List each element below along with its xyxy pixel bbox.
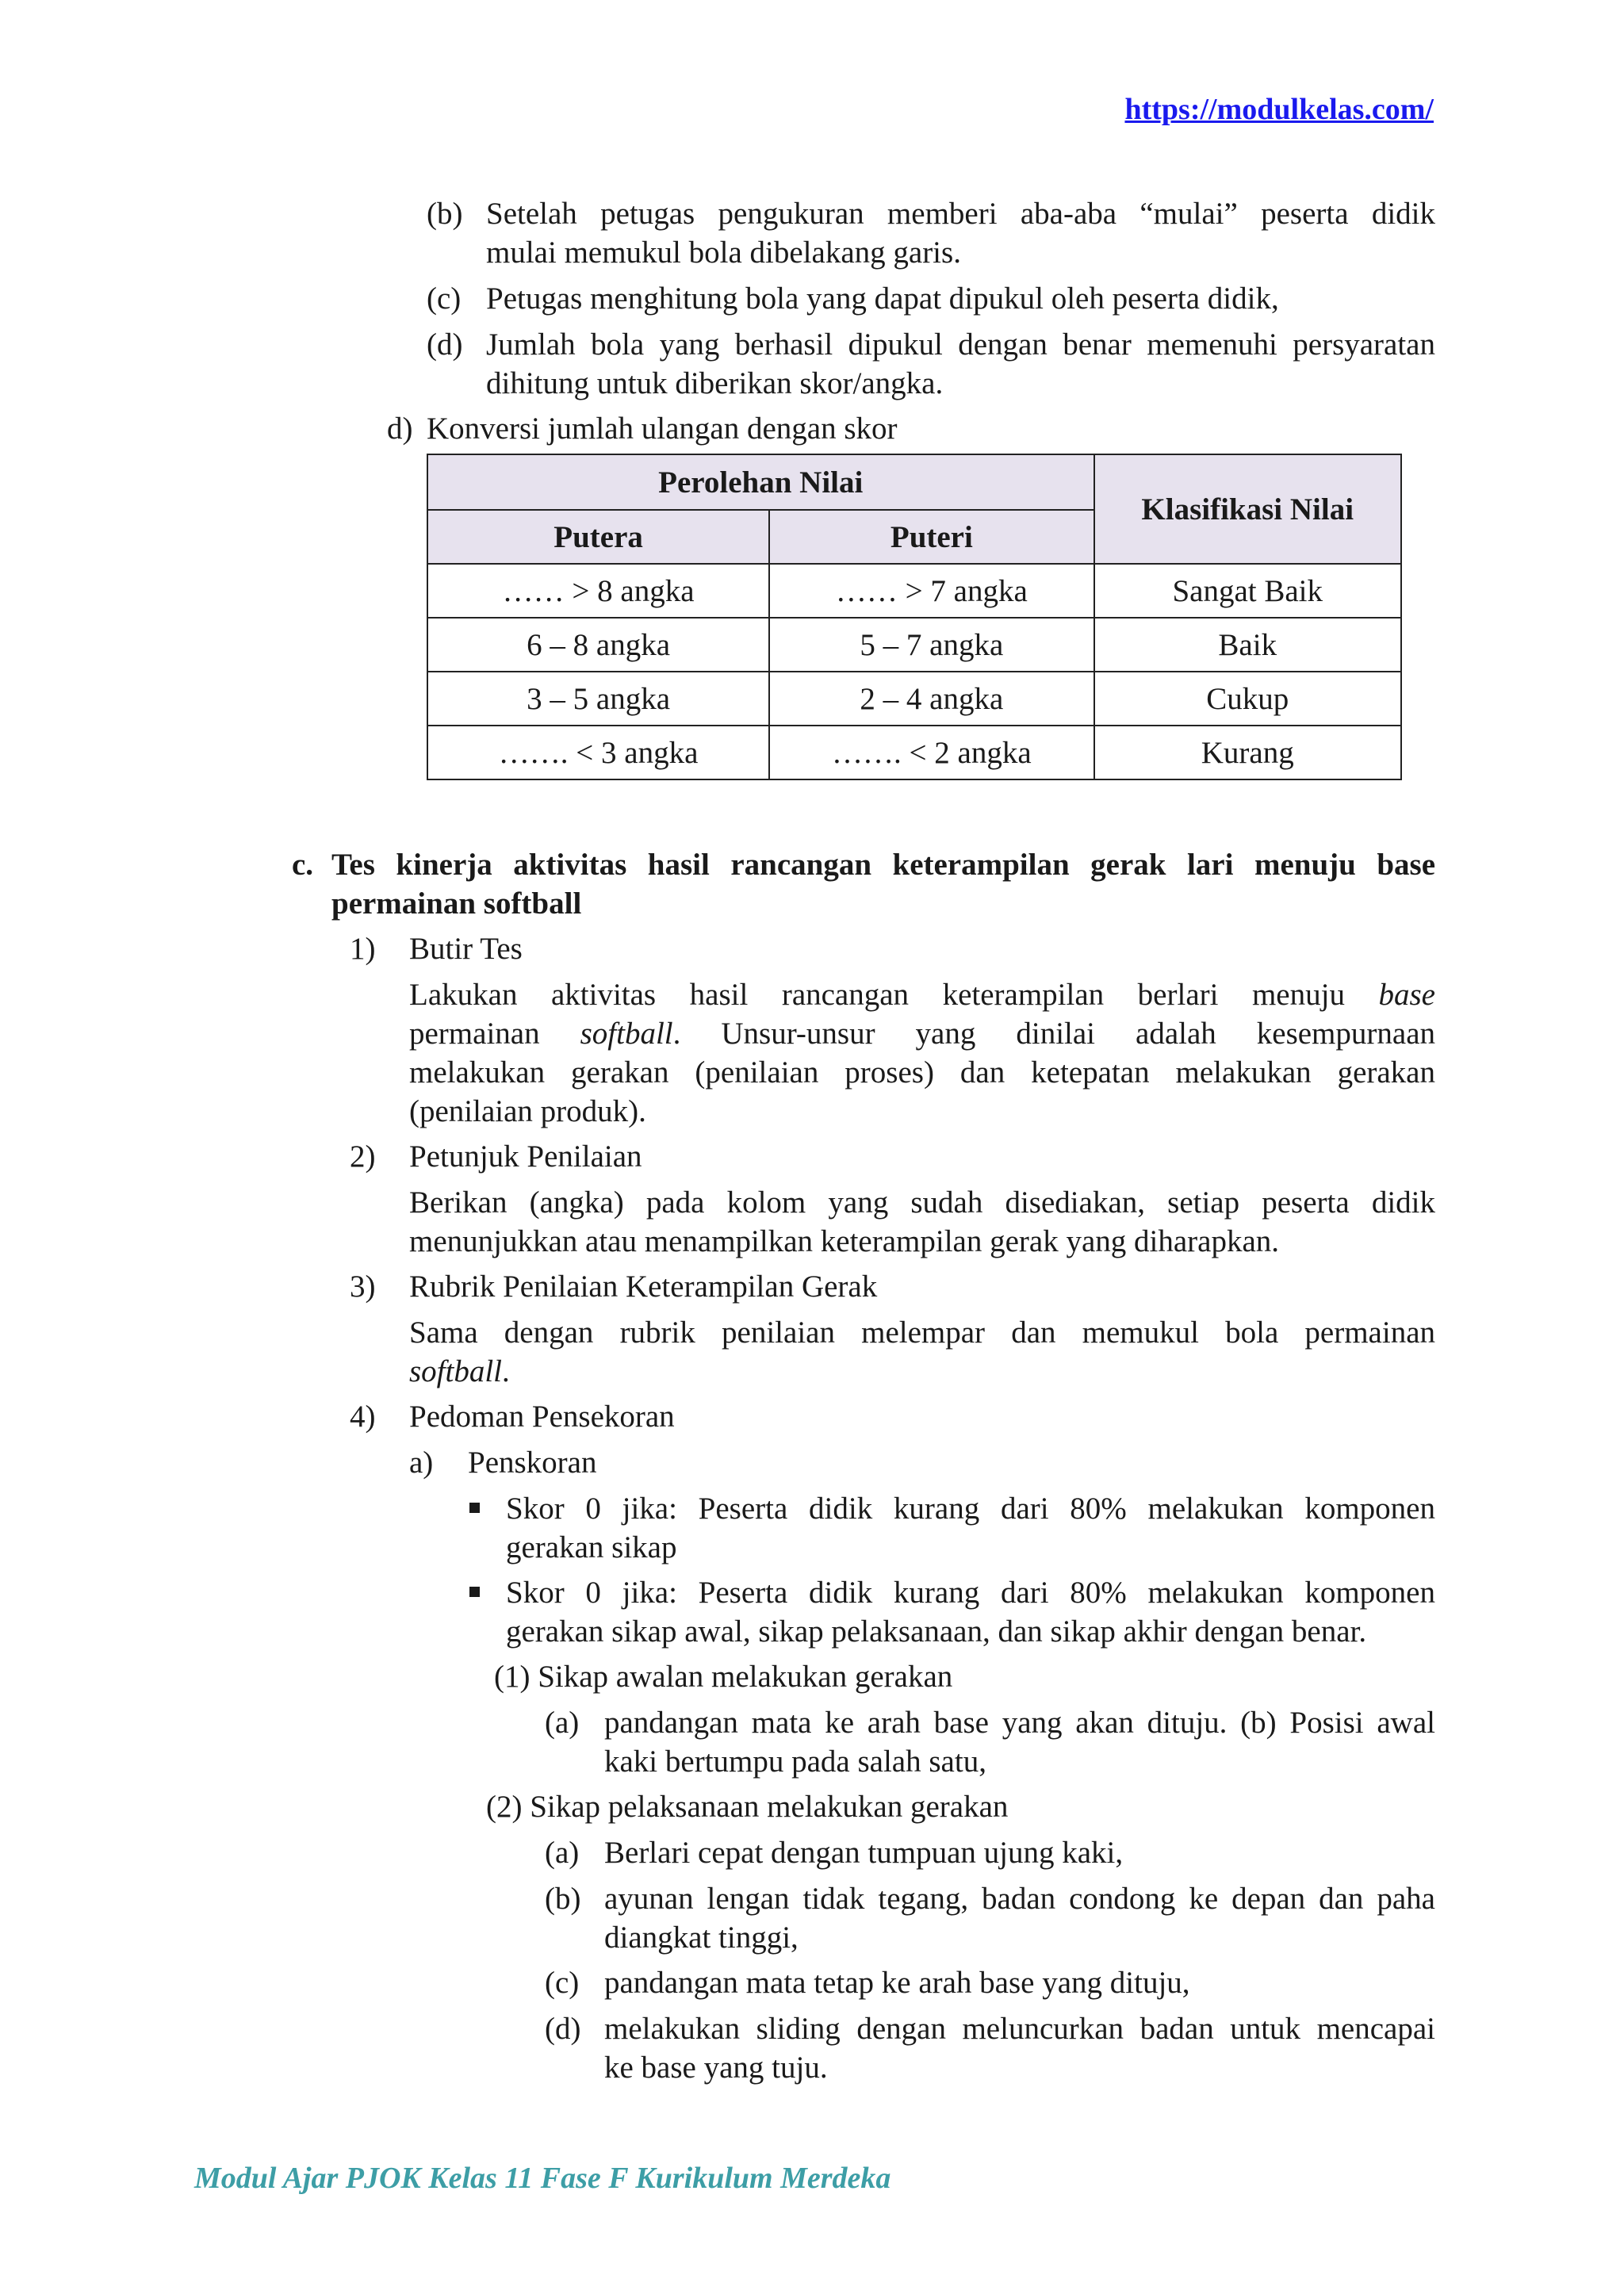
sikap-awal-a-line1: pandangan mata ke arah base yang akan dituju. (b) Posisi awal bbox=[604, 1706, 1435, 1740]
pelaksanaan-d-line1: melakukan sliding dengan meluncurkan badan untuk mencapai bbox=[604, 2012, 1435, 2046]
cell-puteri: 5 – 7 angka bbox=[769, 618, 1094, 672]
point-title-petunjuk: Petunjuk Penilaian bbox=[409, 1139, 642, 1174]
section-d-label: d) bbox=[387, 412, 413, 446]
bullet2-line2: gerakan sikap awal, sikap pelaksanaan, dan sikap akhir dengan benar. bbox=[506, 1614, 1367, 1649]
cell-putera: ……. < 3 angka bbox=[427, 726, 769, 779]
step-b-line1: Setelah petugas pengukuran memberi aba-aba “mulai” peserta didik bbox=[486, 197, 1435, 231]
square-bullet-icon bbox=[469, 1503, 480, 1513]
cell-putera: …… > 8 angka bbox=[427, 564, 769, 618]
sikap-awal-title: (1) Sikap awalan melakukan gerakan bbox=[494, 1660, 953, 1694]
penskoran-label: a) bbox=[409, 1446, 434, 1480]
sikap-awal-a-line2: kaki bertumpu pada salah satu, bbox=[604, 1744, 986, 1779]
header-putera: Putera bbox=[427, 510, 769, 564]
cell-puteri: …… > 7 angka bbox=[769, 564, 1094, 618]
header-url-link[interactable]: https://modulkelas.com/ bbox=[1124, 93, 1434, 126]
point-label: 3) bbox=[350, 1270, 376, 1304]
step-d-line2: dihitung untuk diberikan skor/angka. bbox=[486, 366, 944, 400]
step-label: (b) bbox=[427, 197, 463, 231]
step-d-line1: Jumlah bola yang berhasil dipukul dengan benar memenuhi persyaratan bbox=[486, 327, 1435, 362]
point1-body-line3: melakukan gerakan (penilaian proses) dan ketepatan melakukan gerakan bbox=[409, 1055, 1435, 1090]
table-row bbox=[427, 672, 1401, 726]
point-title-butir-tes: Butir Tes bbox=[409, 932, 523, 966]
pelaksanaan-c-line1: pandangan mata tetap ke arah base yang dituju, bbox=[604, 1966, 1190, 2000]
header-perolehan-nilai: Perolehan Nilai bbox=[427, 454, 1094, 510]
sikap-pelaksanaan-title: (2) Sikap pelaksanaan melakukan gerakan bbox=[486, 1790, 1009, 1824]
item-label: (d) bbox=[545, 2012, 581, 2046]
table-row bbox=[427, 564, 1401, 618]
item-label: (b) bbox=[545, 1882, 581, 1916]
item-label: (a) bbox=[545, 1706, 580, 1740]
point-title-rubrik: Rubrik Penilaian Keterampilan Gerak bbox=[409, 1270, 878, 1304]
point-title-pedoman: Pedoman Pensekoran bbox=[409, 1400, 675, 1434]
section-c-title-line1: Tes kinerja aktivitas hasil rancangan keterampilan gerak lari menuju base bbox=[331, 848, 1435, 882]
cell-klasifikasi: Cukup bbox=[1094, 672, 1402, 726]
point-label: 1) bbox=[350, 932, 376, 966]
score-conversion-table bbox=[427, 454, 1402, 780]
header-klasifikasi-nilai: Klasifikasi Nilai bbox=[1094, 454, 1402, 564]
section-c-label: c. bbox=[292, 848, 314, 882]
point1-body-line2: permainan softball. Unsur-unsur yang dinilai adalah kesempurnaan bbox=[409, 1017, 1436, 1051]
cell-putera: 3 – 5 angka bbox=[427, 672, 769, 726]
point-label: 4) bbox=[350, 1400, 376, 1434]
point2-body-line2: menunjukkan atau menampilkan keterampilan gerak yang diharapkan. bbox=[409, 1224, 1280, 1258]
penskoran-title: Penskoran bbox=[468, 1446, 597, 1480]
step-b-line2: mulai memukul bola dibelakang garis. bbox=[486, 236, 961, 270]
table-header-row bbox=[427, 454, 1401, 510]
item-label: (c) bbox=[545, 1966, 580, 2000]
square-bullet-icon bbox=[469, 1587, 480, 1597]
table-row bbox=[427, 726, 1401, 779]
cell-klasifikasi: Kurang bbox=[1094, 726, 1402, 779]
cell-puteri: ……. < 2 angka bbox=[769, 726, 1094, 779]
bullet2-line1: Skor 0 jika: Peserta didik kurang dari 80% melakukan komponen bbox=[506, 1576, 1435, 1610]
pelaksanaan-b-line1: ayunan lengan tidak tegang, badan condong ke depan dan paha bbox=[604, 1882, 1435, 1916]
pelaksanaan-d-line2: ke base yang tuju. bbox=[604, 2051, 828, 2085]
pelaksanaan-a-line1: Berlari cepat dengan tumpuan ujung kaki, bbox=[604, 1836, 1124, 1870]
point1-body-line4: (penilaian produk). bbox=[409, 1094, 646, 1128]
cell-puteri: 2 – 4 angka bbox=[769, 672, 1094, 726]
step-label: (c) bbox=[427, 281, 462, 316]
cell-klasifikasi: Sangat Baik bbox=[1094, 564, 1402, 618]
header-puteri: Puteri bbox=[769, 510, 1094, 564]
bullet1-line1: Skor 0 jika: Peserta didik kurang dari 80% melakukan komponen bbox=[506, 1492, 1435, 1526]
step-c-line1: Petugas menghitung bola yang dapat dipukul oleh peserta didik, bbox=[486, 281, 1279, 316]
point3-body-line2: softball. bbox=[409, 1354, 510, 1388]
section-c-title-line2: permainan softball bbox=[331, 887, 582, 921]
point2-body-line1: Berikan (angka) pada kolom yang sudah disediakan, setiap peserta didik bbox=[409, 1185, 1435, 1220]
table-row bbox=[427, 618, 1401, 672]
step-label: (d) bbox=[427, 327, 463, 362]
item-label: (a) bbox=[545, 1836, 580, 1870]
footer-module-title: Modul Ajar PJOK Kelas 11 Fase F Kurikulum Merdeka bbox=[194, 2162, 891, 2195]
pelaksanaan-b-line2: diangkat tinggi, bbox=[604, 1921, 799, 1955]
section-d-title: Konversi jumlah ulangan dengan skor bbox=[427, 412, 898, 446]
bullet1-line2: gerakan sikap bbox=[506, 1530, 677, 1564]
cell-putera: 6 – 8 angka bbox=[427, 618, 769, 672]
point-label: 2) bbox=[350, 1139, 376, 1174]
cell-klasifikasi: Baik bbox=[1094, 618, 1402, 672]
point3-body-line1: Sama dengan rubrik penilaian melempar dan memukul bola permainan bbox=[409, 1316, 1435, 1350]
point1-body-line1: Lakukan aktivitas hasil rancangan keterampilan berlari menuju base bbox=[409, 978, 1435, 1012]
